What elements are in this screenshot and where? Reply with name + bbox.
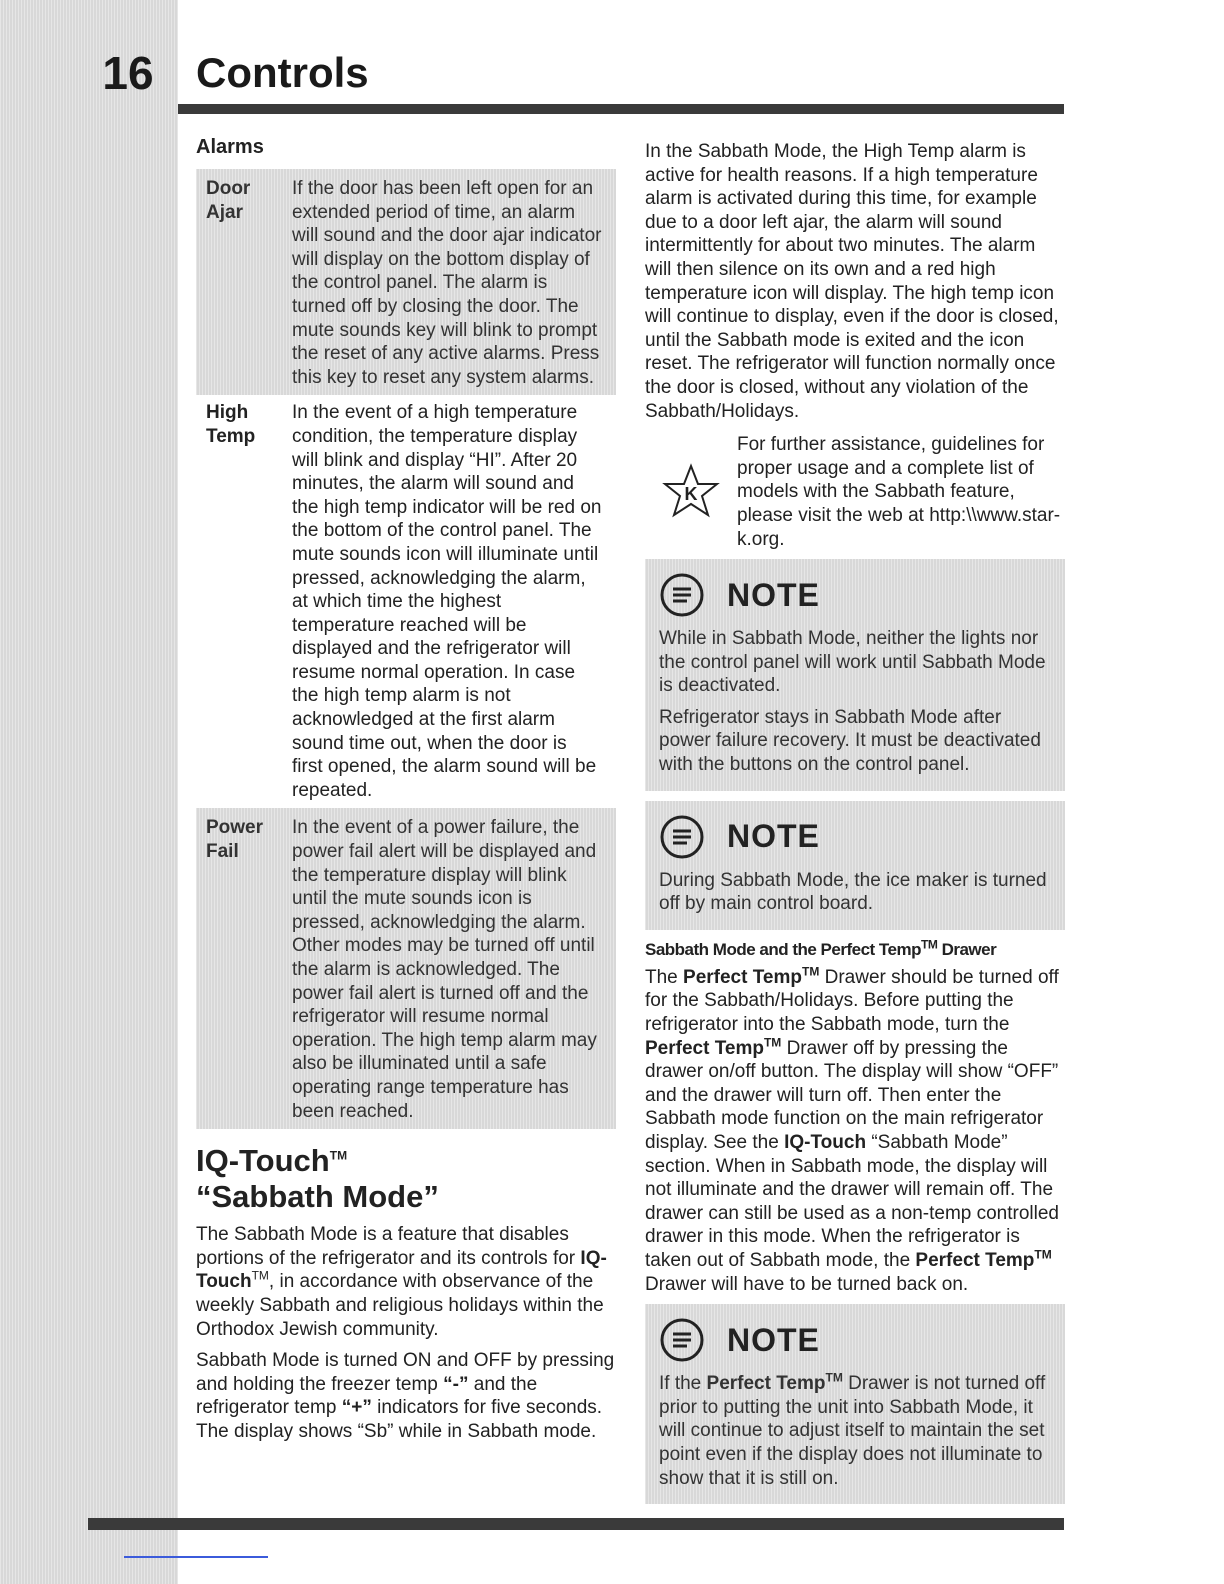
- star-k-text: For further assistance, guidelines for proper usage and a complete list of models with the Sabbath feature, please visit the web at http:\\www.star-k.org.: [737, 434, 1061, 550]
- note-header: [659, 569, 1051, 621]
- alarm-description: In the event of a power failure, the power fail alert will be displayed and the temperature display will blink until the mute sounds icon is pressed, acknowledging the alarm. Other modes may be turned off until the alarm is acknowledged. The power fail alert is turned off and the refrigerator will resume normal operation. The high temp alarm may also be illuminated until a safe operating range temperature has been reached.: [292, 817, 597, 1122]
- text-run: Drawer will have to be turned back on.: [645, 1273, 969, 1295]
- note-label: NOTE: [727, 818, 820, 855]
- text-run-bold: Perfect Temp: [645, 1037, 764, 1059]
- text-run-bold: Perfect Temp: [706, 1373, 826, 1395]
- alarms-heading: Alarms: [196, 136, 264, 158]
- text-run: Sabbath Mode and the Perfect Temp: [645, 939, 922, 959]
- footer-accent-line: [124, 1556, 268, 1558]
- text-run: and the refrigerator temp: [196, 1373, 538, 1419]
- text-run: , in accordance with observance of the weekly Sabbath and religious holidays within the Orthodox Jewish community.: [196, 1271, 604, 1340]
- sabbath-intro-paragraph: [196, 1223, 616, 1341]
- trademark-symbol: TM: [921, 937, 938, 952]
- note-box-sabbath-lights: [645, 559, 1065, 791]
- note-box-perfect-temp: [645, 1304, 1065, 1504]
- text-run-bold: IQ-Touch: [784, 1132, 867, 1153]
- alarm-term-line2: Temp: [206, 425, 256, 447]
- note-box-ice-maker: [645, 801, 1065, 930]
- left-column: [196, 136, 616, 1452]
- note-icon: [659, 1317, 705, 1363]
- text-run: If the: [659, 1373, 707, 1395]
- right-column: [645, 140, 1065, 1514]
- alarm-description: In the event of a high temperature condition, the temperature display will blink and display “HI”. After 20 minutes, the alarm will sound and the high temp indicator will be red on the bottom of the control panel. The mute sounds icon will illuminate until pressed, acknowledging the alarm, at which time the highest temperature reached will be displayed and the refrigerator will resume normal operation. In case the high temp alarm is not acknowledged at the first alarm sound time out, when the door is first opened, the alarm sound will be repeated.: [292, 402, 602, 801]
- perfect-temp-subheading: [645, 937, 1065, 960]
- alarm-term-line1: High: [206, 402, 249, 424]
- alarm-term-line2: Fail: [206, 841, 239, 863]
- note-text: [659, 1372, 1051, 1490]
- note-text: During Sabbath Mode, the ice maker is turned off by main control board.: [659, 869, 1047, 915]
- star-k-letter: K: [684, 484, 698, 505]
- text-run: Drawer is not turned off prior to putting the unit into Sabbath Mode, it will continue to adjust itself to maintain the set point even if the display does not illuminate to show that it is still on.: [659, 1373, 1046, 1489]
- alarm-term: [196, 177, 292, 389]
- sabbath-heading-line1: IQ-Touch: [196, 1143, 330, 1179]
- note-label: NOTE: [727, 576, 820, 613]
- trademark-symbol: TM: [825, 1370, 843, 1385]
- alarm-term-line1: Door: [206, 178, 251, 199]
- text-run-bold: Perfect Temp: [683, 966, 802, 988]
- text-run: Drawer off by pressing the drawer on/off button. The display will show “OFF” and the drawer will turn off. Then enter the Sabbath mode function on the main refrigerator display. See the: [645, 1037, 1059, 1153]
- star-k-info: [645, 433, 1065, 551]
- note-header: [659, 811, 1051, 863]
- trademark-symbol: TM: [251, 1269, 269, 1284]
- trademark-symbol: TM: [1034, 1247, 1052, 1262]
- sabbath-toggle-paragraph: [196, 1349, 616, 1443]
- star-k-icon: [645, 433, 737, 551]
- alarm-term-line1: Power: [206, 817, 264, 839]
- alarm-description: If the door has been left open for an extended period of time, an alarm will sound and the door ajar indicator will display on the bottom display of the control panel. The alarm is turned off by closing the door. The mute sounds key will blink to prompt the reset of any active alarms. Press this key to reset any system alarms.: [292, 178, 602, 388]
- note-label: NOTE: [727, 1321, 820, 1358]
- text-run: The Sabbath Mode is a feature that disables portions of the refrigerator and its controls for: [196, 1224, 581, 1269]
- note-icon: [659, 572, 705, 618]
- note-text: Refrigerator stays in Sabbath Mode after power failure recovery. It must be deactivated with the buttons on the control panel.: [659, 706, 1041, 776]
- page-title: Controls: [196, 49, 369, 96]
- left-decorative-strip: [0, 0, 178, 1584]
- alarm-term: [196, 816, 292, 1123]
- text-run: Drawer should be turned off for the Sabbath/Holidays. Before putting the refrigerator into the Sabbath mode, turn the: [645, 966, 1059, 1036]
- alarm-high-temp: [196, 401, 616, 802]
- alarm-term: [196, 401, 292, 802]
- high-temp-sabbath-paragraph: In the Sabbath Mode, the High Temp alarm is active for health reasons. If a high temperature alarm is activated during this time, for example due to a door left ajar, the alarm will sound intermittently for about two minutes. The alarm will then silence on its own and a red high temperature icon will display. The high temp icon will continue to display, even if the door is closed, until the Sabbath mode is exited and the icon reset. The refrigerator will function normally once the door is closed, without any violation of the Sabbath/Holidays.: [645, 141, 1059, 422]
- note-text: While in Sabbath Mode, neither the lights nor the control panel will work until Sabbath Mode is deactivated.: [659, 628, 1046, 697]
- alarm-door-ajar: [196, 169, 616, 395]
- text-run: Drawer: [937, 939, 997, 959]
- trademark-symbol: TM: [763, 1035, 782, 1050]
- trademark-symbol: TM: [329, 1148, 348, 1163]
- text-run: indicators for five seconds. The display shows “Sb” while in Sabbath mode.: [196, 1397, 603, 1442]
- perfect-temp-paragraph: [645, 966, 1065, 1296]
- trademark-symbol: TM: [802, 964, 820, 979]
- note-icon: [659, 814, 705, 860]
- text-run-bold: IQ-Touch: [196, 1247, 607, 1293]
- text-run: The: [645, 966, 684, 988]
- minus-indicator: “-”: [443, 1373, 469, 1395]
- alarm-term-line2: Ajar: [206, 201, 243, 223]
- header-rule: [178, 104, 1064, 114]
- text-run: Sabbath Mode is turned ON and OFF by pressing and holding the freezer temp: [196, 1350, 615, 1395]
- note-header: [659, 1314, 1051, 1366]
- sabbath-heading: [196, 1143, 616, 1215]
- plus-indicator: “+”: [341, 1397, 372, 1419]
- text-run: “Sabbath Mode” section. When in Sabbath mode, the display will not illuminate and the drawer will remain off. The drawer can still be used as a non-temp controlled drawer in this mode. When the refrigerator is taken out of Sabbath mode, the: [645, 1132, 1060, 1271]
- text-run-bold: Perfect Temp: [915, 1249, 1035, 1271]
- alarm-power-fail: [196, 808, 616, 1129]
- footer-rule: [88, 1518, 1064, 1530]
- page-number: 16: [78, 44, 178, 102]
- sabbath-heading-line2: “Sabbath Mode”: [196, 1179, 439, 1215]
